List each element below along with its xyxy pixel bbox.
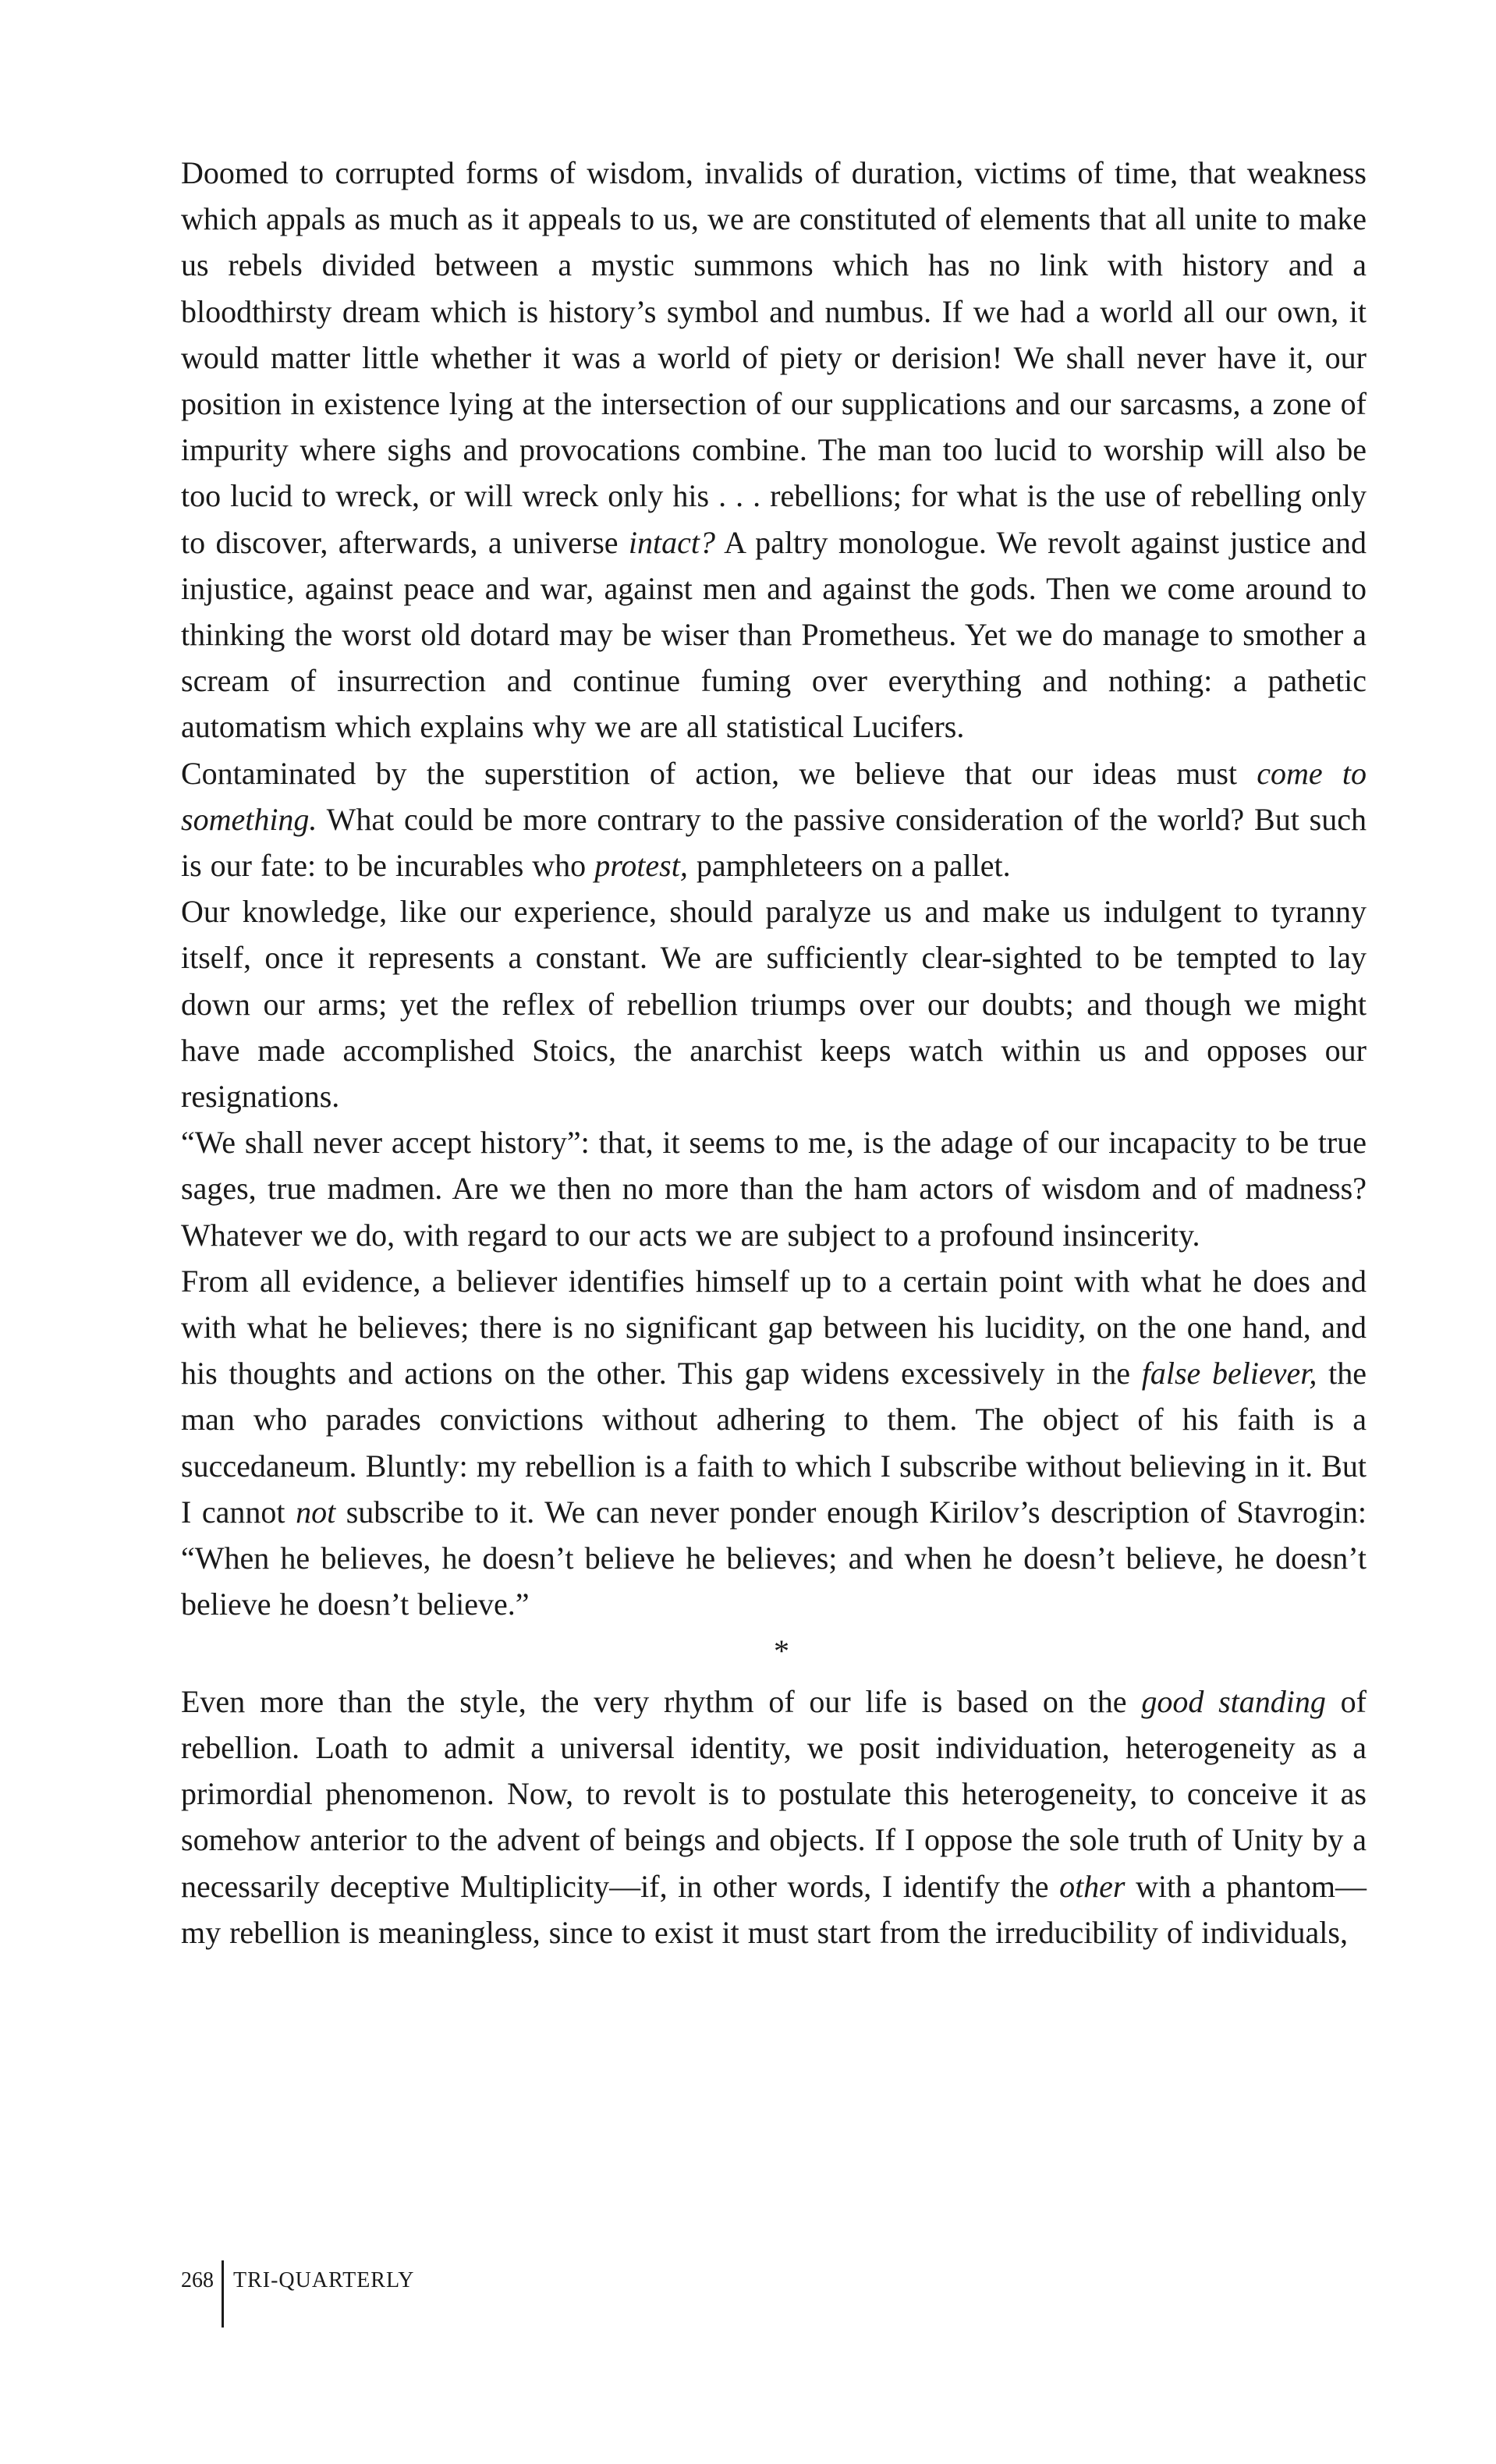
paragraph xyxy=(181,1119,1367,1258)
journal-title: TRI-QUARTERLY xyxy=(233,2268,415,2292)
page-footer xyxy=(181,2260,415,2331)
text-run: Our knowledge, like our experience, should paralyze us and make us indulgent to tyranny itself, once it represents a constant. We are sufficiently clear-sighted to be tempted to lay down our arms; yet the reflex of rebellion triumps over our doubts; and though we might have made accomplished Stoics, the anarchist keeps watch within us and opposes our resignations. xyxy=(181,894,1367,1115)
text-run: Even more than the style, the very rhythm of our life is based on the xyxy=(181,1683,1142,1719)
text-run: A paltry monologue. We revolt against justice and injustice, against peace and war, against men and against the gods. Then we come around to thinking the worst old dotard may be wiser than Prometheus. Yet we do manage to smother a scream of insurrection and continue fuming over everything and nothing: a pathetic automatism which explains why we are all statistical Lucifers. xyxy=(181,524,1367,745)
paragraph xyxy=(181,1679,1367,1955)
text-run: pamphleteers on a pallet. xyxy=(687,848,1011,884)
paragraph xyxy=(181,888,1367,1119)
page-number: 268 xyxy=(181,2268,214,2292)
italic-text: protest, xyxy=(594,848,688,884)
italic-text: false believer, xyxy=(1141,1356,1317,1392)
paragraph xyxy=(181,750,1367,889)
text-run: with a phantom—my rebellion is meaningless, since to exist it must start from the irreducibility of individuals, xyxy=(181,1868,1367,1950)
text-run: of rebellion. Loath to admit a universal identity, we posit individuation, heterogeneity as a primordial phenomenon. Now, to revolt is to postulate this heterogeneity, to conceive it as somehow anterior to the advent of beings and objects. If I oppose the sole truth of Unity by a necessarily deceptive Multiplicity—if, in other words, I identify the xyxy=(181,1683,1367,1904)
text-run: From all evidence, a believer identifies himself up to a certain point with what he does and with what he believes; there is no significant gap between his lucidity, on the one hand, and his thoughts and actions on the other. This gap widens excessively in the xyxy=(181,1263,1367,1392)
italic-text: come to something. xyxy=(181,755,1367,837)
body-text xyxy=(181,150,1367,1955)
paragraph xyxy=(181,150,1367,750)
paragraph xyxy=(181,1258,1367,1628)
section-separator: * xyxy=(774,1633,789,1668)
text-run: Contaminated by the superstition of action, we believe that our ideas must xyxy=(181,755,1257,791)
text-run: What could be more contrary to the passive consideration of the world? But such is our fate: to be incurables who xyxy=(181,801,1367,884)
text-run: “We shall never accept history”: that, it seems to me, is the adage of our incapacity to be true sages, true madmen. Are we then no more than the ham actors of wisdom and of madness? Whatever we do, with regard to our acts we are subject to a profound insincerity. xyxy=(181,1125,1367,1253)
text-run: subscribe to it. We can never ponder enough Kirilov’s description of Stavrogin: “When he believes, he doesn’t believe he believes; and when he doesn’t believe, he doesn’t believe he doesn’t believe.” xyxy=(181,1494,1367,1622)
paragraph-group-after-separator xyxy=(181,1679,1367,1955)
paragraph-group-before-separator xyxy=(181,150,1367,1628)
italic-text: other xyxy=(1059,1868,1126,1904)
text-run: the man who parades convictions without adhering to them. The object of his faith is a succedaneum. Bluntly: my rebellion is a faith to which I subscribe without believing in it. But I cannot xyxy=(181,1356,1367,1530)
text-run: Doomed to corrupted forms of wisdom, invalids of duration, victims of time, that weakness which appals as much as it appeals to us, we are constituted of elements that all unite to make us rebels divided between a mystic summons which has no link with history and a bloodthirsty dream which is history’s symbol and numbus. If we had a world all our own, it would matter little whether it was a world of piety or derision! We shall never have it, our position in existence lying at the intersection of our supplications and our sarcasms, a zone of impurity where sighs and provocations combine. The man too lucid to worship will also be too lucid to wreck, or will wreck only his . . . rebellions; for what is the use of rebelling only to discover, afterwards, a universe xyxy=(181,155,1367,560)
italic-text: good standing xyxy=(1141,1683,1326,1719)
italic-text: not xyxy=(296,1494,336,1530)
italic-text: intact? xyxy=(628,524,715,560)
